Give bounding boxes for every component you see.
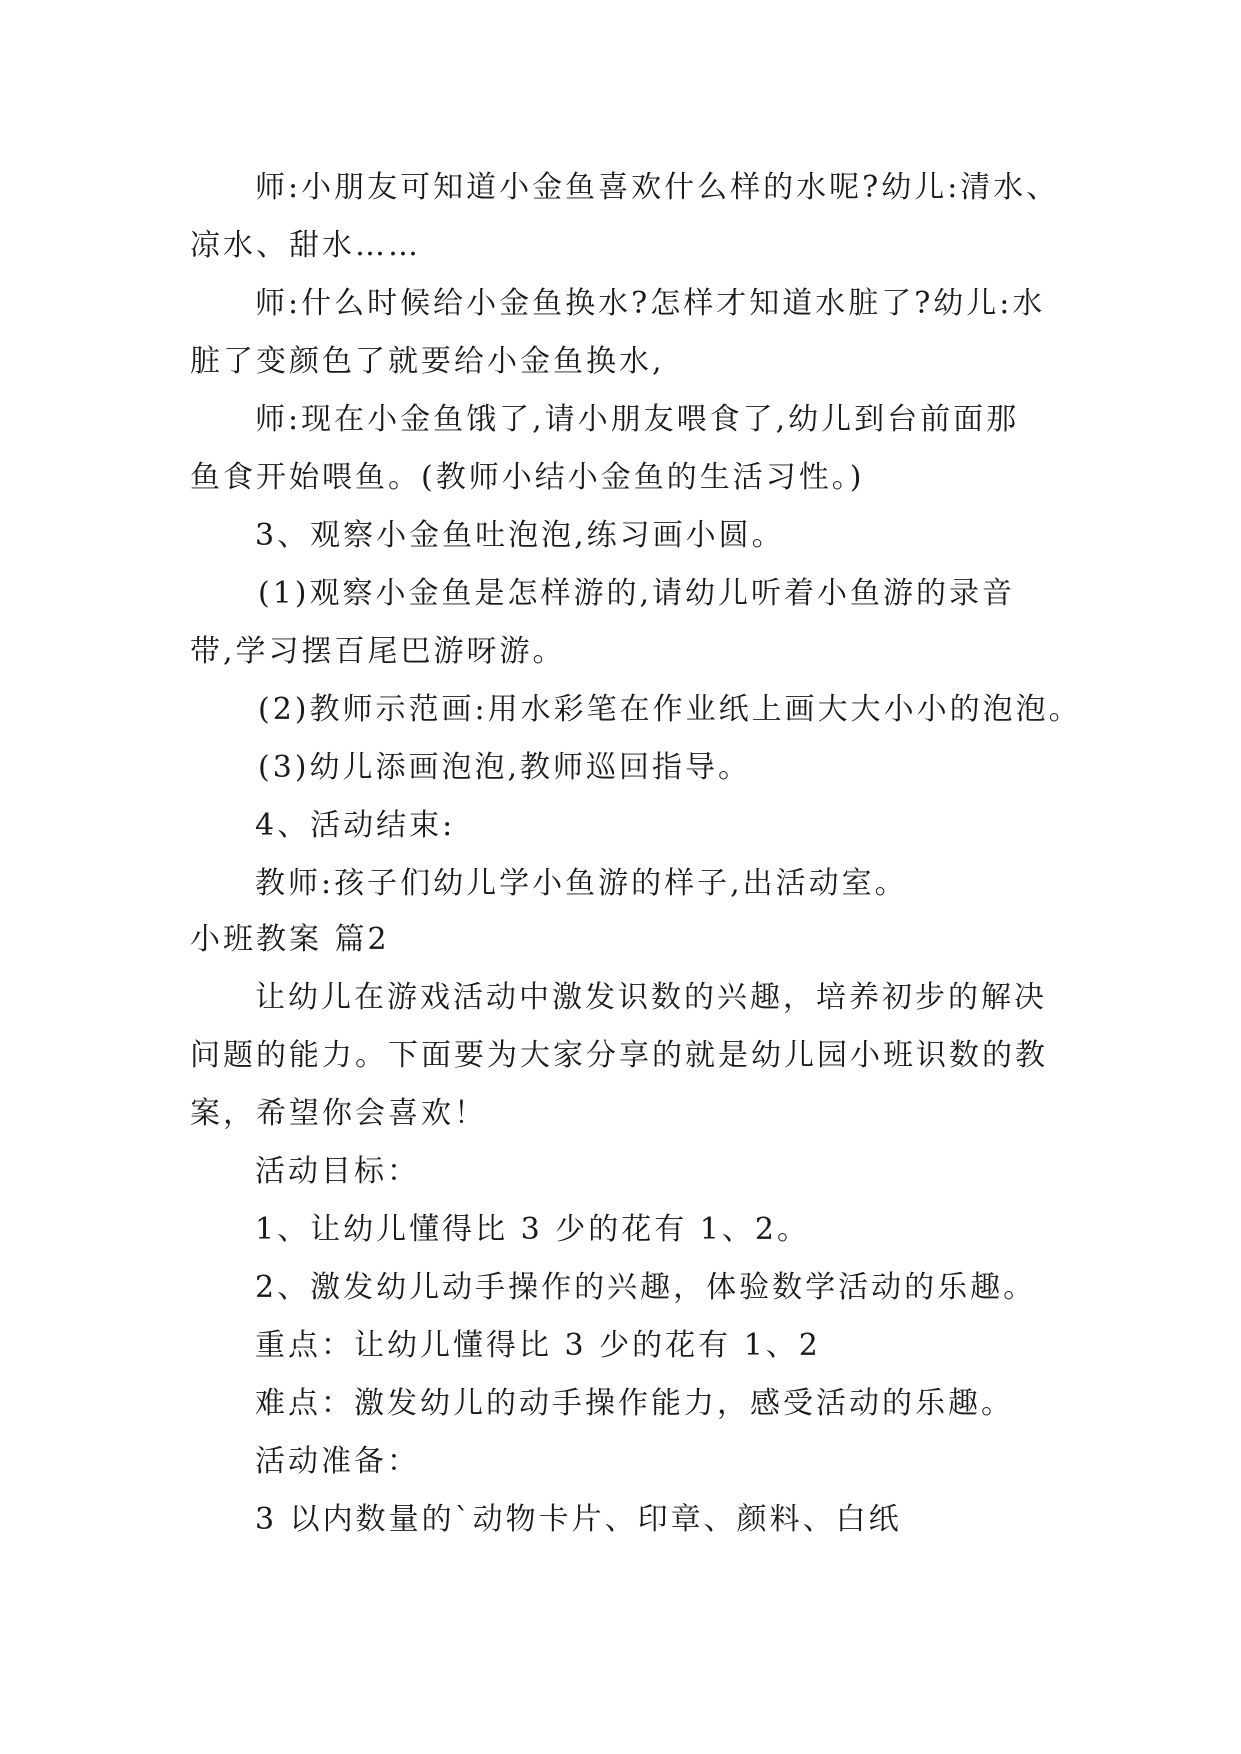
- paragraph-line: 重点：让幼儿懂得比 3 少的花有 1、2: [255, 1328, 821, 1363]
- paragraph-line: (2)教师示范画:用水彩笔在作业纸上画大大小小的泡泡。: [258, 692, 1082, 727]
- paragraph-line: 脏了变颜色了就要给小金鱼换水,: [190, 344, 665, 379]
- paragraph-line: 4、活动结束:: [255, 808, 456, 843]
- paragraph-line: 活动准备：: [255, 1444, 420, 1479]
- paragraph-line: 师:小朋友可知道小金鱼喜欢什么样的水呢?幼儿:清水、: [255, 170, 1060, 205]
- section-heading: 小班教案 篇2: [190, 922, 390, 957]
- paragraph-line: 3、观察小金鱼吐泡泡,练习画小圆。: [255, 518, 785, 553]
- paragraph-line: 难点：激发幼儿的动手操作能力，感受活动的乐趣。: [255, 1386, 1014, 1421]
- paragraph-line: 让幼儿在游戏活动中激发识数的兴趣，培养初步的解决: [255, 980, 1047, 1015]
- paragraph-line: 师:什么时候给小金鱼换水?怎样才知道水脏了?幼儿:水: [255, 286, 1046, 321]
- paragraph-line: 带,学习摆百尾巴游呀游。: [190, 634, 566, 669]
- paragraph-line: 1、让幼儿懂得比 3 少的花有 1、2。: [255, 1212, 810, 1247]
- paragraph-line: 鱼食开始喂鱼。(教师小结小金鱼的生活习性。): [190, 460, 865, 495]
- paragraph-line: (3)幼儿添画泡泡,教师巡回指导。: [258, 750, 752, 785]
- paragraph-line: (1)观察小金鱼是怎样游的,请幼儿听着小鱼游的录音: [258, 576, 1016, 611]
- paragraph-line: 凉水、甜水……: [190, 228, 421, 263]
- paragraph-line: 案，希望你会喜欢！: [190, 1096, 487, 1131]
- paragraph-line: 活动目标：: [255, 1154, 420, 1189]
- paragraph-line: 问题的能力。下面要为大家分享的就是幼儿园小班识数的教: [190, 1038, 1048, 1073]
- paragraph-line: 教师:孩子们幼儿学小鱼游的样子,出活动室。: [255, 866, 908, 901]
- paragraph-line: 3 以内数量的`动物卡片、印章、颜料、白纸: [255, 1502, 902, 1537]
- paragraph-line: 2、激发幼儿动手操作的兴趣，体验数学活动的乐趣。: [255, 1270, 1037, 1305]
- paragraph-line: 师:现在小金鱼饿了,请小朋友喂食了,幼儿到台前面那: [255, 402, 1020, 437]
